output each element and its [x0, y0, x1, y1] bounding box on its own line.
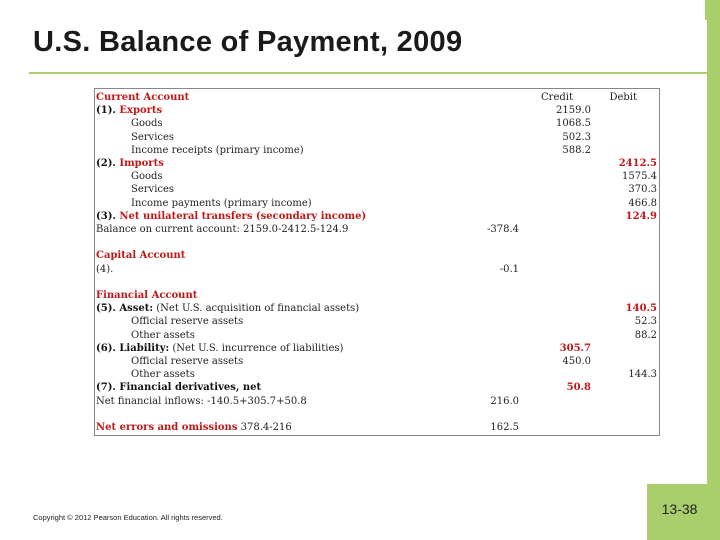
table-row	[95, 131, 659, 144]
balance-value: -0.1	[499, 263, 519, 275]
debit-value: 52.3	[634, 316, 657, 328]
debit-value: 1575.4	[622, 171, 657, 183]
table-row	[95, 421, 659, 434]
table-header-row	[95, 91, 659, 104]
row-label	[131, 170, 163, 183]
row-label	[131, 144, 304, 157]
slide-title: U.S. Balance of Payment, 2009	[33, 26, 463, 58]
table-row	[95, 104, 659, 117]
row-label	[96, 302, 359, 315]
row-label	[131, 329, 195, 342]
table-row	[95, 368, 659, 381]
row-prefix: (5).	[96, 303, 120, 315]
credit-value: 588.2	[562, 144, 591, 156]
debit-value: 124.9	[625, 210, 657, 222]
row-label	[96, 157, 164, 170]
row-label-text: Official reserve assets	[131, 316, 244, 328]
page-number: 13-38	[661, 501, 698, 517]
row-label-text: Other assets	[131, 329, 195, 341]
row-prefix: (7).	[96, 382, 120, 394]
row-label	[131, 131, 174, 144]
spacer-row	[95, 236, 659, 249]
table-row	[95, 381, 659, 394]
header-label: Current Account	[96, 92, 190, 103]
row-label-text: Capital Account	[96, 250, 186, 262]
table-row	[95, 117, 659, 130]
debit-value: 140.5	[625, 303, 657, 315]
row-label-text: Net financial inflows: -140.5+305.7+50.8	[96, 395, 307, 407]
copyright-footer: Copyright © 2012 Pearson Education. All rights reserved.	[33, 513, 223, 522]
table-row	[95, 183, 659, 196]
table-row	[95, 395, 659, 408]
balance-value: 162.5	[490, 422, 519, 433]
row-label-text: Other assets	[131, 369, 195, 381]
row-label-text: Liability:	[119, 342, 170, 354]
table-row	[95, 315, 659, 328]
row-label-text: Net errors and omissions	[96, 422, 238, 433]
row-label	[96, 223, 348, 236]
credit-value: 50.8	[566, 382, 591, 394]
credit-value: 1068.5	[556, 118, 591, 130]
row-label-text: Financial derivatives, net	[119, 382, 262, 394]
debit-value: 466.8	[628, 197, 657, 209]
page-number-box	[647, 484, 720, 540]
row-label-text: Imports	[119, 158, 164, 169]
row-label	[96, 249, 185, 262]
right-accent-bar	[707, 0, 720, 540]
row-label	[131, 183, 174, 196]
table-row	[95, 144, 659, 157]
row-label-text: Services	[131, 131, 175, 143]
row-label	[131, 355, 243, 368]
table-row	[95, 223, 659, 236]
debit-value: 370.3	[628, 184, 657, 196]
row-label-text: Services	[131, 184, 175, 196]
table-row	[95, 289, 659, 302]
table-row	[95, 157, 659, 170]
row-label	[96, 263, 113, 276]
row-label-text: (4).	[96, 263, 114, 275]
table-row	[95, 263, 659, 276]
table-row	[95, 329, 659, 342]
table-row	[95, 210, 659, 223]
debit-value: 88.2	[634, 329, 657, 341]
row-label-text: Goods	[131, 171, 163, 183]
balance-value: -378.4	[486, 224, 519, 235]
row-prefix: (3).	[96, 210, 120, 222]
row-label	[131, 368, 195, 381]
credit-header: Credit	[541, 92, 573, 103]
table-row	[95, 302, 659, 315]
row-label-suffix: (Net U.S. acquisition of financial assets)	[153, 303, 360, 315]
row-label-text: Income receipts (primary income)	[131, 144, 304, 156]
row-label-text: Income payments (primary income)	[131, 197, 312, 209]
row-label-text: Balance on current account: 2159.0-2412.5-124.9	[96, 224, 349, 235]
row-label	[131, 197, 312, 210]
debit-value: 2412.5	[618, 158, 657, 169]
balance-of-payments-table	[94, 88, 660, 436]
row-label	[96, 421, 292, 434]
row-label-text: Goods	[131, 118, 163, 130]
row-label	[96, 104, 162, 117]
row-label-suffix: (Net U.S. incurrence of liabilities)	[169, 342, 344, 354]
row-prefix: (2).	[96, 158, 120, 169]
table-row	[95, 355, 659, 368]
spacer-row	[95, 408, 659, 421]
row-label-text: Exports	[119, 105, 163, 117]
row-label-suffix: 378.4-216	[237, 422, 292, 433]
row-label	[131, 315, 243, 328]
row-label	[96, 342, 343, 355]
credit-value: 305.7	[559, 342, 591, 354]
corner-accent	[705, 0, 707, 20]
row-label-text: Financial Account	[96, 290, 198, 301]
table-row	[95, 342, 659, 355]
row-label-text: Asset:	[119, 303, 154, 315]
spacer-row	[95, 276, 659, 289]
debit-header: Debit	[609, 92, 637, 103]
row-prefix: (6).	[96, 342, 120, 354]
debit-value: 144.3	[628, 369, 657, 381]
row-prefix: (1).	[96, 105, 120, 117]
credit-value: 502.3	[562, 131, 591, 143]
credit-value: 450.0	[562, 356, 591, 367]
row-label-text: Net unilateral transfers (secondary income)	[119, 210, 367, 222]
row-label	[96, 395, 307, 408]
row-label	[96, 210, 366, 223]
table-row	[95, 197, 659, 210]
title-underline	[29, 72, 707, 74]
table-row	[95, 170, 659, 183]
credit-value: 2159.0	[556, 105, 591, 117]
table-row	[95, 249, 659, 262]
row-label-text: Official reserve assets	[131, 356, 244, 367]
row-label	[131, 117, 163, 130]
row-label	[96, 289, 197, 302]
row-label	[96, 381, 261, 394]
balance-value: 216.0	[490, 395, 519, 407]
